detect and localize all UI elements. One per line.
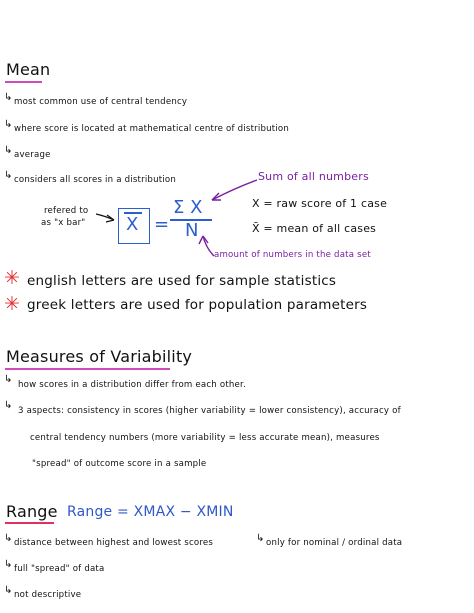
arrow-icon: ↳ (4, 119, 13, 130)
mean-bullet-4: considers all scores in a distribution (14, 175, 176, 185)
formula-numerator: Σ X (173, 197, 203, 218)
variability-bullet-2-line-1: 3 aspects: consistency in scores (higher variability = lower consistency), accuracy of (18, 406, 401, 416)
amount-annotation: amount of numbers in the data set (214, 250, 371, 260)
variability-bullet-1: how scores in a distribution differ from each other. (18, 380, 246, 390)
range-bullet-2: full "spread" of data (14, 564, 105, 574)
variability-bullet-2-line-3: "spread" of outcome score in a sample (32, 459, 207, 469)
xbar-definition: X̄ = mean of all cases (252, 222, 377, 235)
variability-heading: Measures of Variability (6, 347, 193, 366)
greek-letters-note: greek letters are used for population parameters (27, 297, 368, 313)
asterisk-icon: ✳ (4, 293, 20, 315)
arrow-icon: ↳ (4, 559, 13, 570)
formula-equals: = (154, 214, 170, 235)
arrow-icon: ↳ (4, 533, 13, 544)
range-bullet-1: distance between highest and lowest scores (14, 538, 214, 548)
formula-lhs: X (126, 214, 139, 235)
arrow-icon: ↳ (256, 533, 265, 544)
range-heading-underline (5, 522, 54, 524)
arrow-icon: ↳ (4, 374, 13, 385)
x-definition: X = raw score of 1 case (252, 197, 388, 210)
asterisk-icon: ✳ (4, 267, 20, 289)
range-bullet-3: not descriptive (14, 590, 82, 600)
arrow-icon: ↳ (4, 400, 13, 411)
formula-denominator: N (185, 220, 199, 241)
mean-heading: Mean (6, 60, 51, 79)
as-x-bar-label: as "x bar" (41, 218, 86, 228)
mean-bullet-3: average (14, 150, 51, 160)
referred-to-label: refered to (44, 206, 89, 216)
range-heading: Range (6, 502, 58, 521)
english-letters-note: english letters are used for sample statistics (27, 273, 337, 289)
variability-heading-underline (5, 368, 170, 370)
arrow-icon: ↳ (4, 170, 13, 181)
variability-bullet-2-line-2: central tendency numbers (more variability = less accurate mean), measures (30, 433, 380, 443)
range-side-note: only for nominal / ordinal data (266, 538, 403, 548)
arrow-icon: ↳ (4, 585, 13, 596)
range-formula: Range = XMAX − XMIN (67, 504, 234, 520)
arrow-icon: ↳ (4, 145, 13, 156)
mean-bullet-2: where score is located at mathematical centre of distribution (14, 124, 290, 134)
mean-bullet-1: most common use of central tendency (14, 97, 188, 107)
sum-annotation: Sum of all numbers (258, 170, 369, 183)
arrow-icon: ↳ (4, 92, 13, 103)
